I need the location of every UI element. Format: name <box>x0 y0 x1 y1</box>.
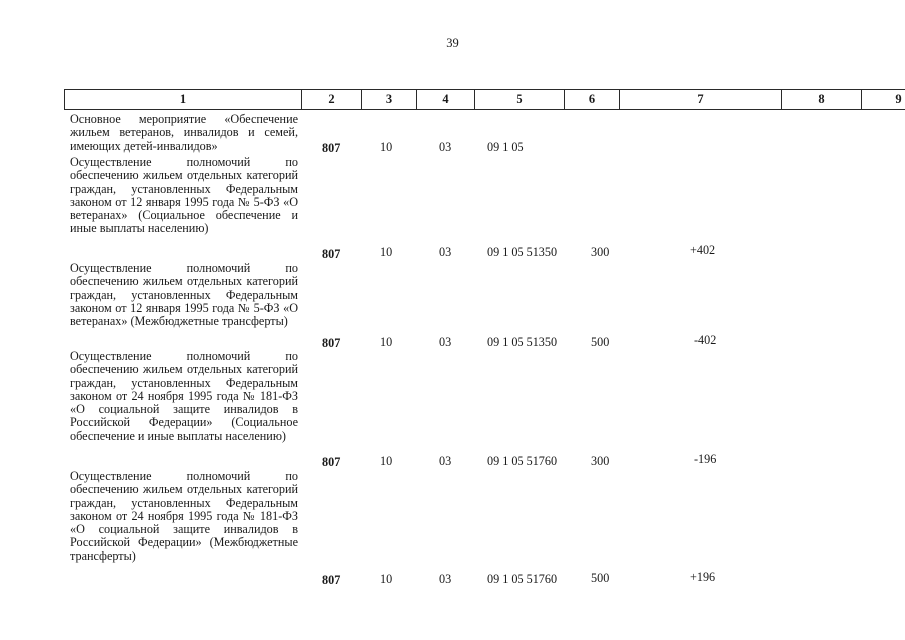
expense-type-code: 500 <box>591 571 610 585</box>
section-code: 10 <box>380 335 393 349</box>
subsection-code: 03 <box>439 572 452 586</box>
section-code: 10 <box>380 572 393 586</box>
section-code: 10 <box>380 454 393 468</box>
expense-type-code: 500 <box>591 335 610 349</box>
amount: -196 <box>694 452 717 466</box>
amount: -402 <box>694 333 717 347</box>
subsection-code: 03 <box>439 454 452 468</box>
row-description: Осуществление полномочий по обеспечению жильем отдельных категорий граждан, установленных Федеральным законом от 24 ноября 1995 года № 181-ФЗ «О социальной защите инвалидов в Российской Федерации» (Социальное обеспечение и иные выплаты населению) <box>70 349 298 443</box>
ved-code: 807 <box>322 455 341 469</box>
header-cell: 7 <box>620 90 782 109</box>
row-description: Основное мероприятие «Обеспечение жильем ветеранов, инвалидов и семей, имеющих детей-инвалидов» <box>70 112 298 153</box>
page-number: 39 <box>446 36 459 50</box>
header-cell: 1 <box>65 90 302 109</box>
ved-code: 807 <box>322 247 341 261</box>
expense-type-code: 300 <box>591 245 610 259</box>
header-cell: 2 <box>302 90 362 109</box>
expense-type-code: 300 <box>591 454 610 468</box>
row-description: Осуществление полномочий по обеспечению жильем отдельных категорий граждан, установленных Федеральным законом от 12 января 1995 года № 5-ФЗ «О ветеранах» (Межбюджетные трансферты) <box>70 261 298 329</box>
section-code: 10 <box>380 140 393 154</box>
table-header-row <box>64 89 905 110</box>
ved-code: 807 <box>322 336 341 350</box>
ved-code: 807 <box>322 573 341 587</box>
target-article-code: 09 1 05 51350 <box>487 335 558 349</box>
subsection-code: 03 <box>439 140 452 154</box>
header-cell: 6 <box>565 90 620 109</box>
amount: +196 <box>690 570 716 584</box>
section-code: 10 <box>380 245 393 259</box>
amount: +402 <box>690 243 716 257</box>
header-cell: 4 <box>417 90 475 109</box>
header-cell: 3 <box>362 90 417 109</box>
target-article-code: 09 1 05 <box>487 140 524 154</box>
target-article-code: 09 1 05 51350 <box>487 245 558 259</box>
target-article-code: 09 1 05 51760 <box>487 572 558 586</box>
target-article-code: 09 1 05 51760 <box>487 454 558 468</box>
header-cell: 9 <box>895 92 902 106</box>
row-description: Осуществление полномочий по обеспечению жильем отдельных категорий граждан, установленных Федеральным законом от 12 января 1995 года № 5-ФЗ «О ветеранах» (Социальное обеспечение и иные выплаты населению) <box>70 155 298 236</box>
subsection-code: 03 <box>439 245 452 259</box>
header-cell: 5 <box>475 90 565 109</box>
ved-code: 807 <box>322 141 341 155</box>
row-description: Осуществление полномочий по обеспечению жильем отдельных категорий граждан, установленных Федеральным законом от 24 ноября 1995 года № 181-ФЗ «О социальной защите инвалидов в Российской Федерации» (Межбюджетные трансферты) <box>70 469 298 563</box>
subsection-code: 03 <box>439 335 452 349</box>
header-cell: 8 <box>782 90 862 109</box>
